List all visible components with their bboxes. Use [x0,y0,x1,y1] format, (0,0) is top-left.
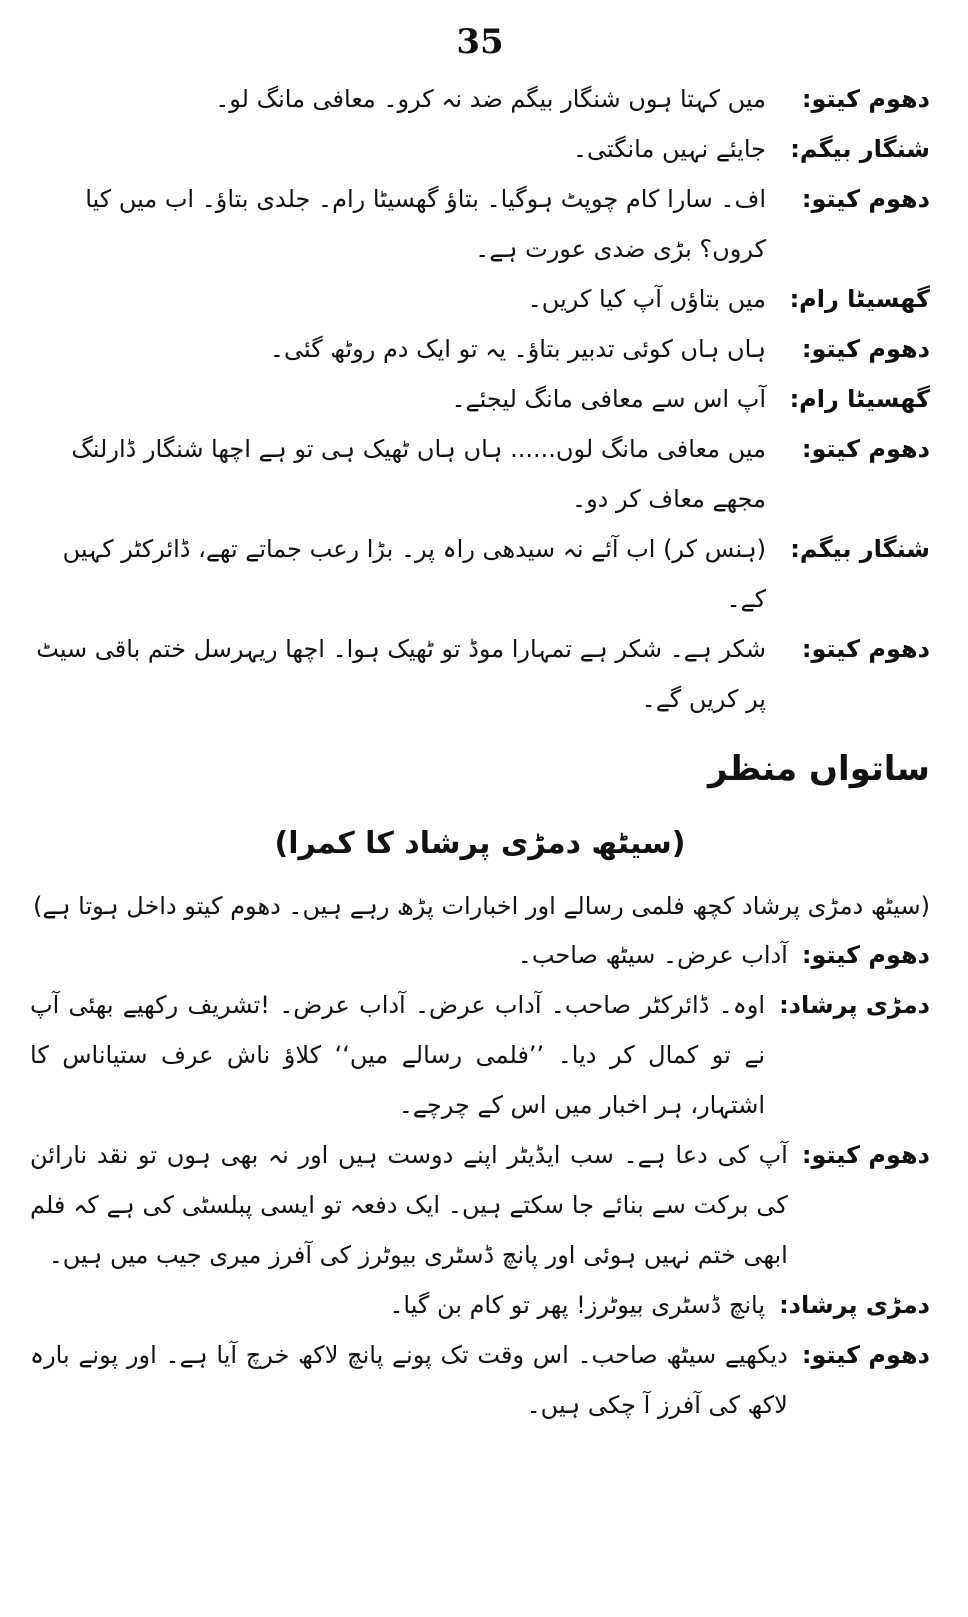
speaker-name: دھوم کیتو: [801,85,930,113]
dialogue-text: شکر ہے۔ شکر ہے تمہارا موڈ تو ٹھیک ہوا۔ اچھا ریہرسل ختم باقی سیٹ پر کریں گے۔ [36,635,766,713]
dialogue-line [30,124,930,174]
dialogue-line [30,274,930,324]
speaker-name: دھوم کیتو: [801,941,930,969]
dialogue-line [30,324,930,374]
speaker-name: دمڑی پرشاد: [779,991,930,1019]
dialogue-section-b [30,930,930,1430]
dialogue-line [30,374,930,424]
dialogue-line [30,424,930,524]
dialogue-text: میں کہتا ہوں شنگار بیگم ضد نہ کرو۔ معافی مانگ لو۔ [215,85,766,113]
speaker-name: دمڑی پرشاد: [779,1291,930,1319]
dialogue-text: دیکھیے سیٹھ صاحب۔ اس وقت تک پونے پانچ لاکھ خرچ آیا ہے۔ اور پونے بارہ لاکھ کی آفرز آ چکی ہیں۔ [30,1341,788,1419]
dialogue-section-a [30,74,930,724]
dialogue-line [30,174,930,274]
dialogue-line [30,980,930,1130]
dialogue-text: اوہ۔ ڈائرکٹر صاحب۔ آداب عرض۔ آداب عرض۔ !تشریف رکھیے بھئی آپ نے تو کمال کر دیا۔ ’’فلمی رسالے میں‘‘ کلاؤ ناش عرف ستیاناس کا اشتہار، ہر اخبار میں اس کے چرچے۔ [30,991,766,1119]
dialogue-text: جایئے نہیں مانگتی۔ [572,135,766,163]
speaker-name: دھوم کیتو: [801,435,930,463]
dialogue-text: میں بتاؤں آپ کیا کریں۔ [527,285,766,313]
scene-heading: ساتواں منظر [708,749,930,789]
scene-location: (سیٹھ دمڑی پرشاد کا کمرا) [274,826,686,861]
dialogue-text: پانچ ڈسٹری بیوٹرز! پھر تو کام بن گیا۔ [389,1291,766,1319]
dialogue-text: (ہنس کر) اب آئے نہ سیدھی راہ پر۔ بڑا رعب جماتے تھے، ڈائرکٹر کہیں کے۔ [62,535,766,613]
dialogue-text: ہاں ہاں کوئی تدبیر بتاؤ۔ یہ تو ایک دم روٹھ گئی۔ [269,335,766,363]
dialogue-text: آپ اس سے معافی مانگ لیجئے۔ [451,385,766,413]
speaker-name: دھوم کیتو: [801,635,930,663]
speaker-name: گھسیٹا رام: [789,285,930,313]
dialogue-text: میں معافی مانگ لوں...... ہاں ہاں ٹھیک ہی تو ہے اچھا شنگار ڈارلنگ مجھے معاف کر دو۔ [71,435,766,513]
dialogue-line [30,624,930,724]
stage-direction: (سیٹھ دمڑی پرشاد کچھ فلمی رسالے اور اخبارات پڑھ رہے ہیں۔ دھوم کیتو داخل ہوتا ہے) [33,892,930,920]
dialogue-line [30,930,930,980]
dialogue-text: اف۔ سارا کام چوپٹ ہوگیا۔ بتاؤ گھسیٹا رام۔ جلدی بتاؤ۔ اب میں کیا کروں؟ بڑی ضدی عورت ہے۔ [85,185,766,263]
dialogue-line [30,1330,930,1430]
speaker-name: شنگار بیگم: [790,535,930,563]
dialogue-text: آداب عرض۔ سیٹھ صاحب۔ [517,941,788,969]
dialogue-line [30,524,930,624]
dialogue-text: آپ کی دعا ہے۔ سب ایڈیٹر اپنے دوست ہیں اور نہ بھی ہوں تو نقد نارائن کی برکت سے بنائے جا سکتے ہیں۔ ایک دفعہ تو ایسی پبلسٹی کی ہے کہ فلم ابھی ختم نہیں ہوئی اور پانچ ڈسٹری بیوٹرز کی آفرز میری جیب میں ہیں۔ [30,1141,788,1269]
dialogue-line [30,1280,930,1330]
dialogue-line [30,74,930,124]
speaker-name: گھسیٹا رام: [789,385,930,413]
page-number: 35 [456,22,504,62]
dialogue-line [30,1130,930,1280]
speaker-name: شنگار بیگم: [790,135,930,163]
speaker-name: دھوم کیتو: [801,335,930,363]
speaker-name: دھوم کیتو: [801,1141,930,1169]
speaker-name: دھوم کیتو: [801,185,930,213]
speaker-name: دھوم کیتو: [801,1341,930,1369]
